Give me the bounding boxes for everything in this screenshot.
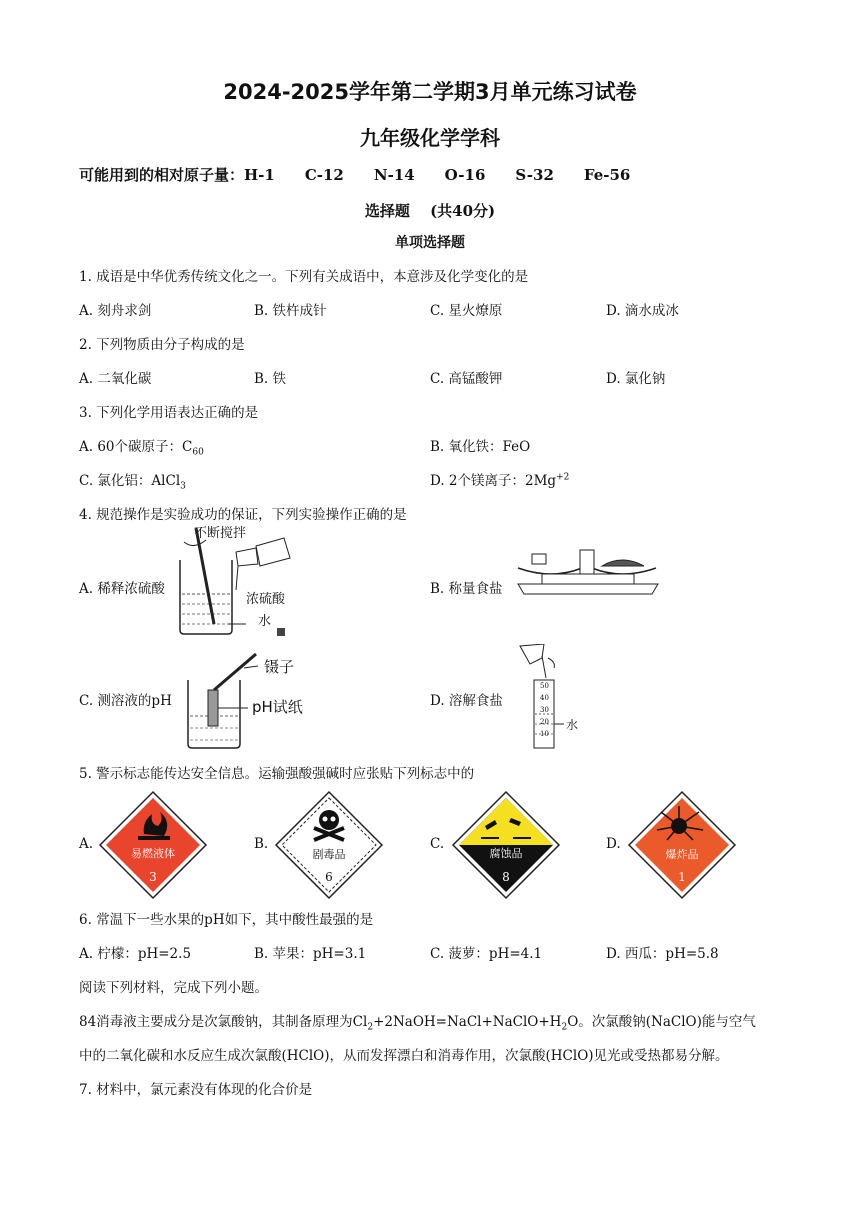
fig-d-tick-20: 20: [540, 718, 549, 726]
sign-c-number: 8: [502, 870, 510, 884]
q7-stem: 7. 材料中，氯元素没有体现的化合价是: [79, 1082, 313, 1098]
q5-option-c: C.: [430, 836, 445, 852]
material-1b: +2NaOH=NaCl+NaClO+H: [373, 1014, 562, 1030]
sign-b-label: 剧毒品: [312, 848, 346, 861]
sign-a-label: 易燃液体: [131, 847, 175, 860]
q1-option-b: B. 铁杵成针: [254, 303, 327, 319]
material-line-1: [79, 1010, 756, 1033]
fig-d-tick-10: 10: [540, 730, 549, 738]
q1-option-a: A. 刻舟求剑: [79, 303, 152, 319]
q5-option-d: D.: [606, 836, 621, 852]
reading-intro: 阅读下列材料，完成下列小题。: [79, 980, 268, 996]
figure-ph-test: [186, 650, 326, 750]
q3-a-sub: 60: [192, 447, 204, 458]
q3-stem: 3. 下列化学用语表达正确的是: [79, 405, 259, 421]
material-line-2: 中的二氧化碳和水反应生成次氯酸(HClO)，从而发挥漂白和消毒作用，次氯酸(HClO)见光或受热都易分解。: [79, 1048, 729, 1064]
subsection-heading: 单项选择题: [395, 235, 465, 251]
q6-option-b: B. 苹果：pH=3.1: [254, 946, 367, 962]
q2-option-a: A. 二氧化碳: [79, 371, 152, 387]
material-sub-1: 2: [367, 1022, 374, 1033]
q6-option-c: C. 菠萝：pH=4.1: [430, 946, 543, 962]
q2-stem: 2. 下列物质由分子构成的是: [79, 337, 245, 353]
q3-option-d: [430, 469, 569, 489]
q3-option-b: B. 氧化铁：FeO: [430, 439, 531, 455]
fig-a-acid-label: 浓硫酸: [246, 592, 286, 607]
section-heading: 选择题 (共40分): [364, 202, 496, 220]
q1-option-c: C. 星火燎原: [430, 303, 503, 319]
sign-a-number: 3: [149, 870, 157, 884]
q6-stem: 6. 常温下一些水果的pH如下，其中酸性最强的是: [79, 912, 374, 928]
q4-stem: 4. 规范操作是实验成功的保证，下列实验操作正确的是: [79, 507, 407, 523]
figure-balance: [512, 548, 662, 598]
material-1a: 84消毒液主要成分是次氯酸钠，其制备原理为Cl: [79, 1014, 368, 1030]
q3-option-a: [79, 435, 204, 458]
sign-flammable: [98, 790, 208, 900]
fig-d-water-label: 水: [566, 718, 579, 732]
sign-d-number: 1: [678, 870, 686, 884]
fig-a-stir-label: 不断搅拌: [194, 526, 247, 541]
material-sub-2: 2: [561, 1022, 568, 1033]
figure-dilute-acid: [176, 524, 306, 640]
fig-d-tick-50: 50: [540, 682, 549, 690]
page-title: 2024-2025学年第二学期3月单元练习试卷: [223, 80, 637, 104]
fig-d-tick-40: 40: [540, 694, 549, 702]
fig-c-tweezers-label: 镊子: [264, 658, 295, 676]
q2-option-b: B. 铁: [254, 371, 287, 387]
q4-option-b: B. 称量食盐: [430, 581, 503, 597]
q3-option-c: [79, 469, 186, 492]
page-subtitle: 九年级化学学科: [360, 126, 500, 150]
fig-a-water-label: 水: [258, 614, 272, 629]
sign-toxic: [274, 790, 384, 900]
q3-c-text: C. 氯化铝：AlCl: [79, 473, 181, 489]
figure-cylinder: [512, 644, 592, 750]
q3-a-text: A. 60个碳原子：C: [79, 439, 193, 455]
sign-c-label: 腐蚀品: [489, 847, 523, 860]
q3-d-text: D. 2个镁离子：2Mg: [430, 473, 557, 489]
q5-stem: 5. 警示标志能传达安全信息。运输强酸强碱时应张贴下列标志中的: [79, 766, 475, 782]
q3-d-sup: +2: [556, 472, 570, 483]
sign-d-label: 爆炸品: [665, 848, 699, 861]
material-1c: O。次氯酸钠(NaClO)能与空气: [567, 1014, 756, 1030]
q2-option-d: D. 氯化钠: [606, 371, 666, 387]
q1-stem: 1. 成语是中华优秀传统文化之一。下列有关成语中，本意涉及化学变化的是: [79, 269, 529, 285]
sign-corrosive: [451, 790, 561, 900]
sign-explosive: [627, 790, 737, 900]
q3-c-sub: 3: [180, 481, 186, 492]
sign-b-number: 6: [325, 870, 333, 884]
q6-option-a: A. 柠檬：pH=2.5: [79, 946, 192, 962]
atomic-mass-line: 可能用到的相对原子量：H-1 C-12 N-14 O-16 S-32 Fe-56: [79, 166, 631, 184]
q4-option-d: D. 溶解食盐: [430, 693, 503, 709]
q4-option-c: C. 测溶液的pH: [79, 693, 172, 709]
q6-option-d: D. 西瓜：pH=5.8: [606, 946, 719, 962]
q4-option-a: A. 稀释浓硫酸: [79, 581, 165, 597]
q1-option-d: D. 滴水成冰: [606, 303, 679, 319]
fig-c-paper-label: pH试纸: [252, 698, 303, 716]
q2-option-c: C. 高锰酸钾: [430, 371, 503, 387]
q5-option-b: B.: [254, 836, 269, 852]
q5-option-a: A.: [79, 836, 94, 852]
fig-d-tick-30: 30: [540, 706, 549, 714]
